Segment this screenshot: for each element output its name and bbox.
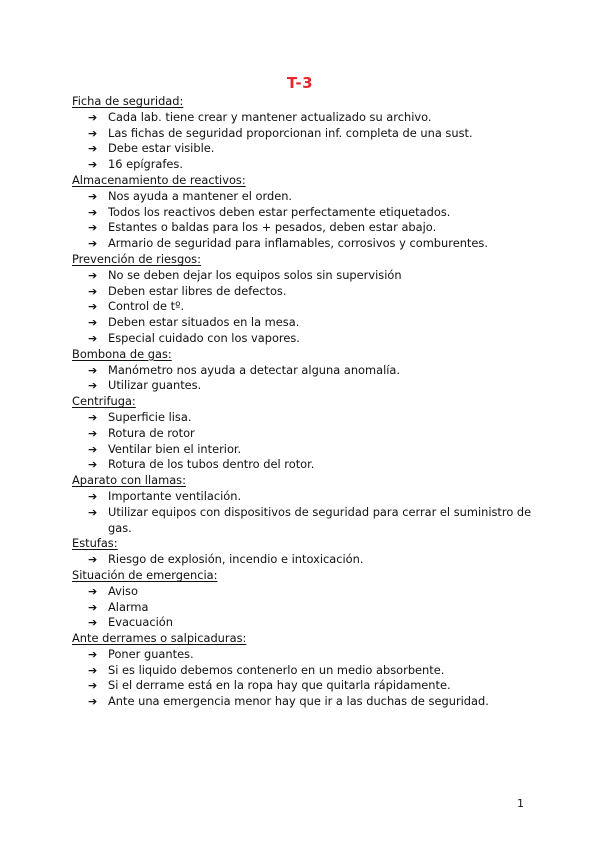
list-item-text: Todos los reactivos deben estar perfectamente etiquetados. [108, 204, 451, 219]
section [72, 347, 542, 394]
section [72, 173, 542, 252]
right-arrow-icon: ➔ [88, 505, 98, 519]
list-item-text: Las fichas de seguridad proporcionan inf. completa de una sust. [108, 125, 473, 140]
list-item [72, 410, 542, 426]
list-item [72, 220, 542, 236]
list-item [72, 110, 542, 126]
list-item [72, 678, 542, 694]
list-item-text: Si el derrame está en la ropa hay que quitarla rápidamente. [108, 678, 451, 693]
right-arrow-icon: ➔ [88, 489, 98, 503]
list-item-text: Control de tº. [108, 299, 185, 314]
list-item-text: Si es liquido debemos contenerlo en un medio absorbente. [108, 662, 445, 677]
right-arrow-icon: ➔ [88, 268, 98, 282]
list-item [72, 442, 542, 458]
list-item [72, 141, 542, 157]
right-arrow-icon: ➔ [88, 616, 98, 630]
section-heading: Prevención de riesgos: [72, 251, 201, 266]
list-item-text: Rotura de los tubos dentro del rotor. [108, 457, 315, 472]
right-arrow-icon: ➔ [88, 300, 98, 314]
page-title: T-3 [286, 74, 314, 92]
list-item [72, 331, 542, 347]
list-item [72, 552, 542, 568]
list-item [72, 426, 542, 442]
list-item-text: Debe estar visible. [108, 141, 215, 156]
list-item [72, 378, 542, 394]
list-item-text: Alarma [108, 599, 149, 614]
list-item [72, 189, 542, 205]
right-arrow-icon: ➔ [88, 410, 98, 424]
section-heading: Almacenamiento de reactivos: [72, 172, 246, 187]
bullet-list [72, 363, 542, 395]
section-heading: Estufas: [72, 536, 118, 551]
section [72, 568, 542, 631]
list-item [72, 205, 542, 221]
section-heading: Aparato con llamas: [72, 473, 186, 488]
list-item-text: Utilizar guantes. [108, 378, 202, 393]
list-item [72, 236, 542, 252]
right-arrow-icon: ➔ [88, 142, 98, 156]
list-item [72, 315, 542, 331]
right-arrow-icon: ➔ [88, 647, 98, 661]
list-item-text: No se deben dejar los equipos solos sin supervisión [108, 267, 402, 282]
section-heading: Bombona de gas: [72, 346, 172, 361]
list-item-text: Ante una emergencia menor hay que ir a las duchas de seguridad. [108, 694, 489, 709]
section [72, 473, 542, 536]
bullet-list [72, 268, 542, 347]
list-item-text: Riesgo de explosión, incendio e intoxicación. [108, 552, 364, 567]
list-item [72, 299, 542, 315]
right-arrow-icon: ➔ [88, 379, 98, 393]
right-arrow-icon: ➔ [88, 316, 98, 330]
document-body [72, 94, 542, 710]
right-arrow-icon: ➔ [88, 458, 98, 472]
list-item [72, 663, 542, 679]
list-item [72, 584, 542, 600]
list-item-text: Manómetro nos ayuda a detectar alguna anomalía. [108, 362, 401, 377]
list-item-text: Estantes o baldas para los + pesados, deben estar abajo. [108, 220, 437, 235]
section [72, 536, 542, 568]
list-item-text: Importante ventilación. [108, 488, 242, 503]
section-heading: Situación de emergencia: [72, 567, 218, 582]
right-arrow-icon: ➔ [88, 237, 98, 251]
list-item [72, 126, 542, 142]
bullet-list [72, 489, 542, 536]
right-arrow-icon: ➔ [88, 584, 98, 598]
bullet-list [72, 189, 542, 252]
right-arrow-icon: ➔ [88, 442, 98, 456]
list-item [72, 457, 542, 473]
list-item [72, 694, 542, 710]
list-item-text: Cada lab. tiene crear y mantener actualizado su archivo. [108, 109, 432, 124]
right-arrow-icon: ➔ [88, 695, 98, 709]
list-item [72, 284, 542, 300]
list-item-text: Evacuación [108, 615, 173, 630]
list-item-text: Aviso [108, 583, 138, 598]
section-heading: Centrifuga: [72, 394, 136, 409]
list-item [72, 505, 542, 537]
right-arrow-icon: ➔ [88, 110, 98, 124]
list-item-text: Nos ayuda a mantener el orden. [108, 188, 293, 203]
right-arrow-icon: ➔ [88, 553, 98, 567]
right-arrow-icon: ➔ [88, 663, 98, 677]
section [72, 631, 542, 710]
list-item [72, 600, 542, 616]
right-arrow-icon: ➔ [88, 600, 98, 614]
bullet-list [72, 584, 542, 631]
right-arrow-icon: ➔ [88, 679, 98, 693]
bullet-list [72, 410, 542, 473]
list-item-text: Especial cuidado con los vapores. [108, 330, 300, 345]
right-arrow-icon: ➔ [88, 205, 98, 219]
list-item-text: Poner guantes. [108, 646, 194, 661]
list-item-text: Ventilar bien el interior. [108, 441, 242, 456]
section-heading: Ficha de seguridad: [72, 94, 184, 108]
list-item [72, 647, 542, 663]
list-item [72, 489, 542, 505]
list-item-text: Deben estar libres de defectos. [108, 283, 287, 298]
right-arrow-icon: ➔ [88, 126, 98, 140]
list-item [72, 157, 542, 173]
section [72, 394, 542, 473]
list-item-text: Utilizar equipos con dispositivos de seguridad para cerrar el suministro de gas. [108, 504, 532, 535]
right-arrow-icon: ➔ [88, 284, 98, 298]
section-heading: Ante derrames o salpicaduras: [72, 631, 247, 646]
list-item-text: Superficie lisa. [108, 409, 192, 424]
list-item [72, 615, 542, 631]
right-arrow-icon: ➔ [88, 331, 98, 345]
list-item [72, 268, 542, 284]
right-arrow-icon: ➔ [88, 363, 98, 377]
section [72, 94, 542, 173]
right-arrow-icon: ➔ [88, 221, 98, 235]
list-item-text: Armario de seguridad para inflamables, corrosivos y comburentes. [108, 236, 488, 251]
list-item-text: 16 epígrafes. [108, 157, 183, 172]
bullet-list [72, 647, 542, 710]
right-arrow-icon: ➔ [88, 426, 98, 440]
bullet-list [72, 110, 542, 173]
right-arrow-icon: ➔ [88, 189, 98, 203]
right-arrow-icon: ➔ [88, 158, 98, 172]
page-number: 1 [517, 797, 524, 810]
list-item [72, 363, 542, 379]
bullet-list [72, 552, 542, 568]
list-item-text: Rotura de rotor [108, 425, 195, 440]
list-item-text: Deben estar situados en la mesa. [108, 315, 300, 330]
section [72, 252, 542, 347]
